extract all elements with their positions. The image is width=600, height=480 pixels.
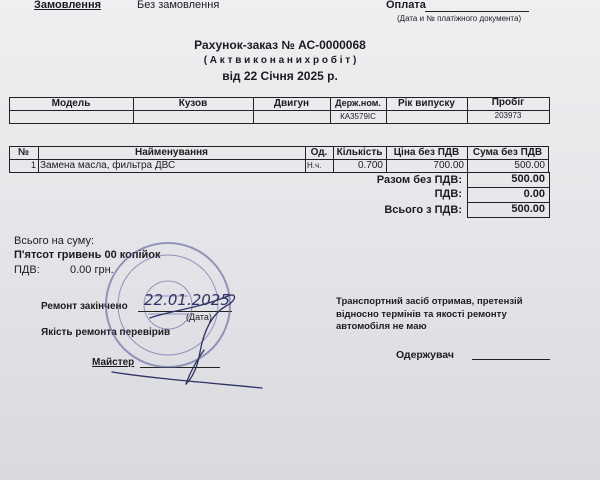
gross-total-label: Всього з ПДВ: bbox=[384, 204, 462, 216]
col-sum: Сума без ПДВ bbox=[472, 147, 543, 158]
row-qty: 0.700 bbox=[357, 160, 383, 171]
payment-hint: (Дата и № платіжного документа) bbox=[397, 14, 522, 23]
payment-label: Оплата bbox=[386, 0, 426, 11]
net-total-value: 500.00 bbox=[511, 173, 545, 185]
sum-vat-label: ПДВ: bbox=[14, 264, 40, 276]
sum-vat-value: 0.00 грн. bbox=[70, 264, 114, 276]
vat-total-label: ПДВ: bbox=[434, 188, 462, 200]
col-unit: Од. bbox=[310, 147, 328, 158]
quality-check-label: Якість ремонта перевірив bbox=[41, 327, 171, 338]
sum-label: Всього на суму: bbox=[14, 235, 94, 247]
col-year: Рік випуску bbox=[397, 98, 455, 109]
vat-total-value: 0.00 bbox=[523, 188, 545, 200]
col-model: Модель bbox=[51, 98, 91, 109]
gross-total-value: 500.00 bbox=[511, 203, 545, 215]
vehicle-plate: КА3579ІС bbox=[340, 112, 376, 121]
col-mileage: Пробіг bbox=[491, 97, 525, 108]
row-price: 700.00 bbox=[433, 160, 464, 171]
sum-in-words: П'ятсот гривень 00 копійок bbox=[14, 249, 161, 261]
no-order-label: Без замовлення bbox=[137, 0, 220, 11]
recipient-label: Одержувач bbox=[396, 349, 454, 361]
row-unit: Н.ч. bbox=[307, 161, 322, 170]
col-name: Найменування bbox=[135, 147, 208, 158]
received-text-1: Транспортний засіб отримав, претензій bbox=[336, 296, 523, 307]
repair-done-label: Ремонт закінчено bbox=[41, 301, 128, 312]
col-engine: Двигун bbox=[273, 98, 310, 109]
received-text-3: автомобіля не маю bbox=[336, 321, 427, 332]
master-label: Майстер bbox=[92, 357, 135, 368]
document-date: від 22 Січня 2025 р. bbox=[222, 69, 338, 83]
date-hint: (Дата) bbox=[186, 312, 212, 322]
order-label: Замовлення bbox=[34, 0, 102, 11]
document-title: Рахунок-заказ № АС-0000068 bbox=[194, 38, 366, 52]
document-subtitle: ( А к т в и к о н а н и х р о б і т ) bbox=[203, 55, 357, 66]
col-body: Кузов bbox=[178, 98, 208, 109]
row-sum: 500.00 bbox=[514, 160, 545, 171]
svg-text:22.01.2025: 22.01.2025 bbox=[144, 291, 230, 309]
col-number: № bbox=[17, 147, 30, 158]
col-qty: Кількість bbox=[336, 147, 383, 158]
net-total-label: Разом без ПДВ: bbox=[376, 174, 462, 186]
row-number: 1 bbox=[30, 160, 36, 170]
vehicle-mileage: 203973 bbox=[494, 111, 522, 120]
row-name: Замена масла, фильтра ДВС bbox=[40, 160, 176, 171]
received-text-2: відносно термінів та якості ремонту bbox=[336, 309, 507, 320]
col-price: Ціна без ПДВ bbox=[393, 147, 460, 158]
col-plate: Держ.ном. bbox=[335, 98, 381, 108]
